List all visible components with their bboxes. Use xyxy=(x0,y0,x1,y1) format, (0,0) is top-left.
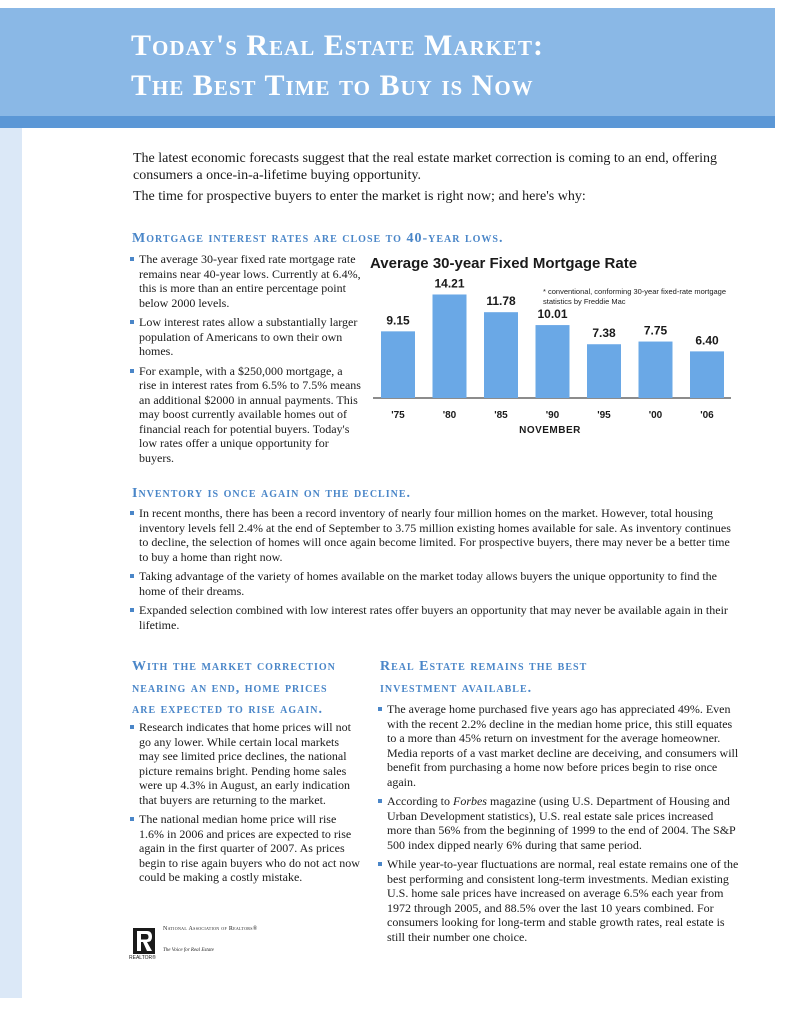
realtor-mark-word: REALTOR® xyxy=(129,955,156,961)
bar-value-label: 6.40 xyxy=(695,333,719,348)
investment-section-heading xyxy=(380,656,640,699)
correction-bullet-list xyxy=(130,720,362,890)
header-stripe xyxy=(0,116,775,128)
bullet-text: According to xyxy=(387,794,453,808)
heading-line: Real Estate remains the best xyxy=(380,659,588,674)
left-accent-bar xyxy=(0,128,22,998)
realtor-logo-icon xyxy=(133,928,155,954)
title-line-2: The Best Time to Buy is Now xyxy=(131,69,534,102)
investment-bullet-list xyxy=(378,702,740,949)
x-tick-label: '80 xyxy=(442,410,457,421)
title-line-1: Today's Real Estate Market: xyxy=(131,29,545,62)
bar-value-label: 14.21 xyxy=(434,276,465,291)
organization-tagline: The Voice for Real Estate xyxy=(163,948,214,953)
x-tick-label: '75 xyxy=(391,410,405,421)
organization-name: National Association of Realtors® xyxy=(163,926,258,932)
bullet-item: The average home purchased five years ago has appreciated 49%. Even with the recent 2.2% decline in the median home price, this still equates to a more than 45% return on investment for the average homeowner. Media reports of a vast market decline are deceiving, and consumers will benefit from purchasing a home now before prices begin to rise once again. xyxy=(378,702,740,789)
source-name: Forbes xyxy=(452,794,487,808)
inventory-section-heading: Inventory is once again on the decline. xyxy=(132,486,412,501)
bar-value-label: 9.15 xyxy=(386,313,410,328)
bar-value-label: 7.38 xyxy=(592,326,616,341)
bullet-item: The average 30-year fixed rate mortgage rate remains near 40-year lows. Currently at 6.4%, this is more than an entire percentage point below 2000 levels. xyxy=(130,252,362,310)
x-tick-label: '90 xyxy=(545,410,560,421)
bar-95 xyxy=(587,344,621,398)
bullet-item: Low interest rates allow a substantially larger population of Americans to own their own homes. xyxy=(130,315,362,359)
bar-00 xyxy=(639,342,673,398)
correction-section-heading xyxy=(132,656,372,721)
bar-value-label: 7.75 xyxy=(643,323,668,338)
heading-line: are expected to rise again. xyxy=(132,702,324,717)
bullet-item xyxy=(378,794,740,852)
chart-x-axis-label: NOVEMBER xyxy=(519,425,581,436)
heading-line: investment available. xyxy=(380,680,533,696)
intro-paragraph-2: The time for prospective buyers to enter the market is right now; and here's why: xyxy=(133,189,586,204)
mortgage-rate-chart xyxy=(365,252,740,452)
bullet-text: magazine (using U.S. Department of Housing and Urban Development statistics), U.S. real estate sale prices increased more than 56% from the beginning of 1999 to the end of 2004. The S&P 500 index dipped nearly 6% during that same period. xyxy=(387,794,736,852)
intro-paragraph: The latest economic forecasts suggest that the real estate market correction is coming to an end, offering consumers a once-in-a-lifetime buying opportunity. xyxy=(133,151,718,183)
bullet-item: Research indicates that home prices will not go any lower. While certain local markets may see limited price declines, the national picture remains bright. Pending home sales were up 4.3% in August, an early indication that buyers are returning to the market. xyxy=(130,720,362,807)
bullet-item: The national median home price will rise 1.6% in 2006 and prices are expected to rise again in the first quarter of 2007. As prices begin to rise again buyers who do not act now could be making a costly mistake. xyxy=(130,812,362,885)
bar-90 xyxy=(536,325,570,398)
bar-85 xyxy=(484,312,518,398)
bullet-item: While year-to-year fluctuations are normal, real estate remains one of the best performing and consistent long-term investments. Median existing U.S. home sale prices have increased on average 6.5% each year from 1972 through 2005, and 88.5% over the last 10 years combined. For consumers looking for long-term and stable growth rates, real estate is still their number one choice. xyxy=(378,857,740,944)
heading-line: With the market correction xyxy=(132,659,336,674)
x-tick-label: '85 xyxy=(494,410,508,421)
bar-value-label: 11.78 xyxy=(486,294,516,309)
mortgage-section-heading: Mortgage interest rates are close to 40-year lows. xyxy=(132,231,504,246)
heading-line: nearing an end, home prices xyxy=(132,680,328,696)
x-tick-label: '00 xyxy=(648,410,663,421)
chart-title: Average 30-year Fixed Mortgage Rate xyxy=(370,255,638,272)
mortgage-bullet-list xyxy=(130,252,362,470)
chart-note: * conventional, conforming 30-year fixed-rate mortgage statistics by Freddie Mac xyxy=(543,287,727,306)
inventory-bullet-list xyxy=(130,506,740,637)
x-tick-label: '95 xyxy=(597,410,611,421)
bar-06 xyxy=(690,351,724,398)
chart-plot xyxy=(365,252,740,452)
bar-80 xyxy=(433,294,467,398)
bullet-item: In recent months, there has been a record inventory of nearly four million homes on the market. However, total housing inventory levels fell 2.4% at the end of September to 3.75 million existing homes available for sale. As inventory continues to decline, the selection of homes will once again become limited. For prospective buyers, there may never be a better time to buy a home than right now. xyxy=(130,506,740,564)
bullet-item: Expanded selection combined with low interest rates offer buyers an opportunity that may never be available again in their lifetime. xyxy=(130,603,740,632)
bullet-item: Taking advantage of the variety of homes available on the market today allows buyers the unique opportunity to find the home of their dreams. xyxy=(130,569,740,598)
x-tick-label: '06 xyxy=(700,410,714,421)
bar-value-label: 10.01 xyxy=(537,307,568,322)
bar-75 xyxy=(381,331,415,398)
bullet-item: For example, with a $250,000 mortgage, a rise in interest rates from 6.5% to 7.5% means an additional $2000 in annual payments. This may boost currently available homes out of financial reach for potential buyers. Today's low rates offer a unique opportunity for buyers. xyxy=(130,364,362,466)
page-title xyxy=(131,26,751,106)
